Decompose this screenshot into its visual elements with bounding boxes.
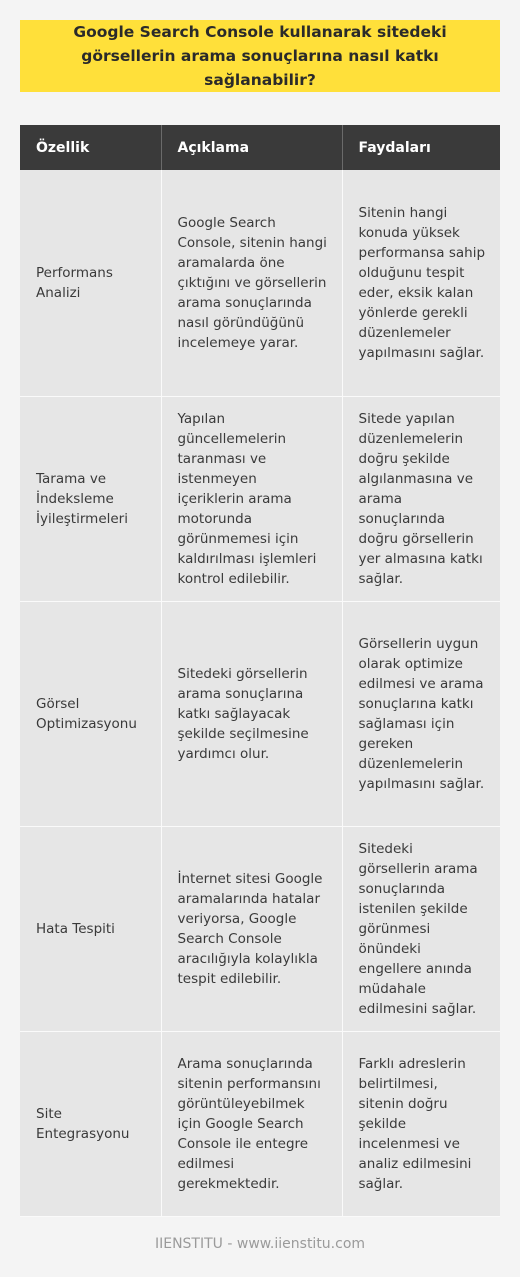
description-cell: Arama sonuçlarında sitenin performansını görüntüleyebilmek için Google Search Console ile entegre edilmesi gerekmektedir. xyxy=(161,1031,342,1216)
feature-cell: Site Entegrasyonu xyxy=(20,1031,161,1216)
feature-cell: Görsel Optimizasyonu xyxy=(20,601,161,826)
description-cell: Sitedeki görsellerin arama sonuçlarına katkı sağlayacak şekilde seçilmesine yardımcı olur. xyxy=(161,601,342,826)
benefit-cell: Sitenin hangi konuda yüksek performansa sahip olduğunu tespit eder, eksik kalan yönlerde gerekli düzenlemeler yapılmasını sağlar. xyxy=(342,170,500,396)
column-header-description: Açıklama xyxy=(161,125,342,170)
description-cell: İnternet sitesi Google aramalarında hatalar veriyorsa, Google Search Console aracılığıyla kolaylıkla tespit edilebilir. xyxy=(161,826,342,1031)
benefit-cell: Farklı adreslerin belirtilmesi, sitenin doğru şekilde incelenmesi ve analiz edilmesini sağlar. xyxy=(342,1031,500,1216)
title-banner xyxy=(20,20,500,92)
table-header-row xyxy=(20,125,500,170)
description-cell: Google Search Console, sitenin hangi aramalarda öne çıktığını ve görsellerin arama sonuçlarında nasıl göründüğünü incelemeye yarar. xyxy=(161,170,342,396)
page-title: Google Search Console kullanarak sitedeki görsellerin arama sonuçlarına nasıl katkı sağlanabilir? xyxy=(73,23,447,89)
table-row xyxy=(20,826,500,1031)
table-row xyxy=(20,170,500,396)
benefit-cell: Sitede yapılan düzenlemelerin doğru şekilde algılanmasına ve arama sonuçlarında doğru görsellerin yer almasına katkı sağlar. xyxy=(342,396,500,601)
table-row xyxy=(20,1031,500,1216)
footer-credit: IIENSTITU - www.iienstitu.com xyxy=(154,1236,366,1252)
column-header-benefits: Faydaları xyxy=(342,125,500,170)
feature-cell: Performans Analizi xyxy=(20,170,161,396)
column-header-feature: Özellik xyxy=(20,125,161,170)
feature-cell: Hata Tespiti xyxy=(20,826,161,1031)
table-row xyxy=(20,396,500,601)
feature-cell: Tarama ve İndeksleme İyileştirmeleri xyxy=(20,396,161,601)
description-cell: Yapılan güncellemelerin taranması ve istenmeyen içeriklerin arama motorunda görünmemesi için kaldırılması işlemleri kontrol edilebilir. xyxy=(161,396,342,601)
benefit-cell: Görsellerin uygun olarak optimize edilmesi ve arama sonuçlarına katkı sağlaması için gereken düzenlemelerin yapılmasını sağlar. xyxy=(342,601,500,826)
table-row xyxy=(20,601,500,826)
benefit-cell: Sitedeki görsellerin arama sonuçlarında istenilen şekilde görünmesi önündeki engellere anında müdahale edilmesini sağlar. xyxy=(342,826,500,1031)
feature-table xyxy=(20,125,500,1217)
